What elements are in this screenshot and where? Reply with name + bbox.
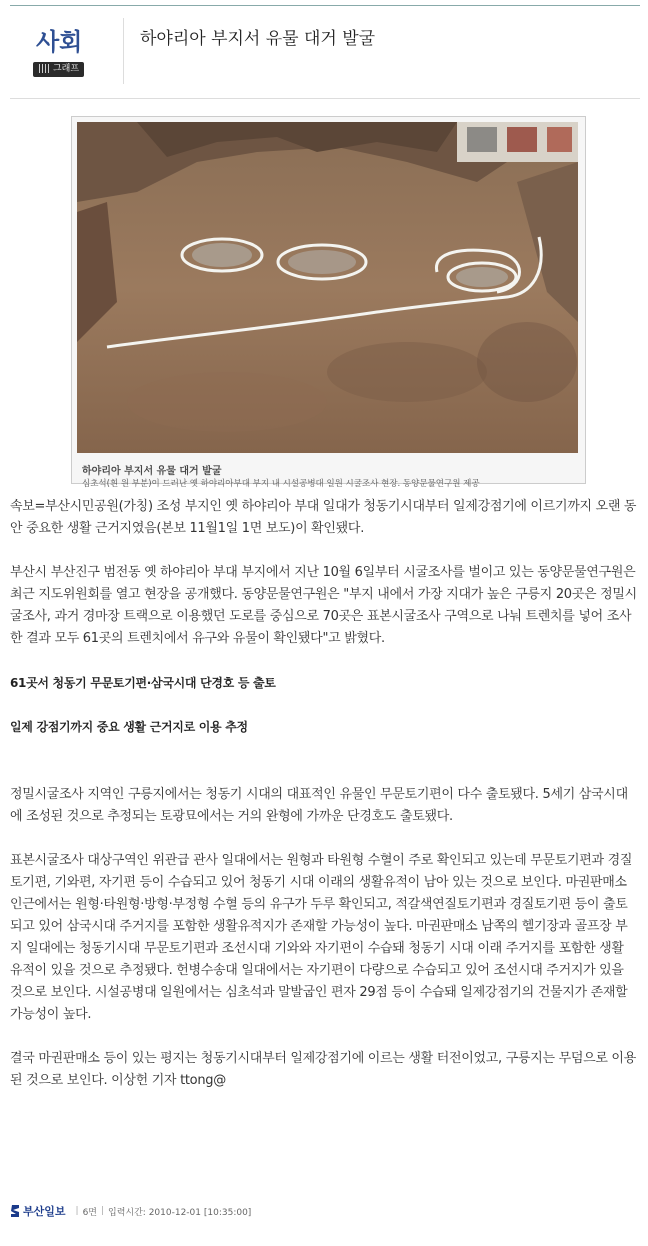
publisher-logo-icon [10,1204,20,1218]
publisher-name: 부산일보 [23,1205,66,1218]
section-label[interactable]: 사회 [36,28,83,56]
excavation-photo-illustration [77,122,578,453]
article-paragraph: 속보=부산시민공원(가칭) 조성 부지인 옛 하야리아 부대 일대가 청동기시대부터 일제강점기에 이르기까지 오랜 동안 중요한 생활 근거지였음(본보 11월1일 1면 보도)이 확인됐다. [10,499,637,536]
subhead: 61곳서 청동기 무문토기편·삼국시대 단경호 등 출토 [10,676,276,690]
photo-caption-text: 심초석(흰 원 부분)이 드러난 옛 하야리아부대 부지 내 시설공병대 일원 시굴조사 현장. 동양문물연구원 제공 [82,479,480,489]
subhead: 일제 강점기까지 중요 생활 근거지로 이용 추정 [10,720,248,734]
timestamp: 입력시간: 2010-12-01 [10:35:00] [108,1207,252,1218]
graphic-badge: |||| 그래프 [33,62,84,77]
page-number: 6면 [82,1207,97,1218]
header-divider [123,18,124,84]
photo-caption-title: 하야리아 부지서 유물 대거 발굴 [82,466,222,477]
article-subheads [10,672,638,738]
footer-separator: | [100,1206,105,1216]
article-paragraph: 결국 마권판매소 등이 있는 평지는 청동기시대부터 일제강점기에 이르는 생활 터전이었고, 구릉지는 무덤으로 이용된 것으로 보인다. 이상헌 기자 ttong@ [10,1051,636,1088]
header-bottom-rule [10,98,640,99]
article-body [10,496,638,1114]
photo-frame [71,116,586,489]
headline: 하야리아 부지서 유물 대거 발굴 [140,29,376,49]
top-rule [10,5,640,6]
article-paragraph: 표본시굴조사 대상구역인 위관급 관사 일대에서는 원형과 타원형 수혈이 주로 확인되고 있는데 무문토기편과 경질토기편, 기와편, 자기편 등이 수습되고 있어 청동기 시대 이래의 생활유적이 남아 있는 것으로 보인다. 마권판매소 인근에서는 원형·타원형·방형·부정형 수혈 등의 유구가 두루 확인되고, 적갈색연질토기편과 경질토기편 등이 출토되고 있어 삼국시대 주거지를 포함한 생활유적지가 존재할 가능성이 높다. 마권판매소 남쪽의 헬기장과 골프장 부지 일대에는 청동기시대 무문토기편과 조선시대 기와와 자기편이 수습돼 청동기 시대 이래 주거지를 포함한 생활 유적이 있을 것으로 추정됐다. 헌병수송대 일대에서는 자기편이 다량으로 수습되고 있어 조선시대 주거지가 있을 것으로 보인다. 시설공병대 일원에서는 심초석과 말발굽인 편자 29점 등이 수습돼 일제강점기의 건물지가 존재할 가능성이 높다. [10,853,633,1022]
article-paragraph: 정밀시굴조사 지역인 구릉지에서는 청동기 시대의 대표적인 유물인 무문토기편이 다수 출토됐다. 5세기 삼국시대에 조성된 것으로 추정되는 토광묘에서는 거의 완형에 가까운 단경호도 출토됐다. [10,787,628,824]
article-paragraph: 부산시 부산진구 범전동 옛 하야리아 부대 부지에서 지난 10월 6일부터 시굴조사를 벌이고 있는 동양문물연구원은 최근 지도위원회를 열고 현장을 공개했다. 동양문물연구원은 "부지 내에서 가장 지대가 높은 구릉지 20곳은 정밀시굴조사, 과거 경마장 트랙으로 이용했던 도로를 중심으로 70곳은 표본시굴조사 구역으로 나눠 트렌치를 넣어 조사한 결과 모두 61곳의 트렌치에서 유구와 유물이 확인됐다"고 밝혔다. [10,565,637,646]
excavation-photo[interactable] [77,122,578,453]
footer-separator: | [75,1206,79,1216]
footer [10,1201,251,1221]
publisher-logo[interactable] [10,1203,66,1219]
